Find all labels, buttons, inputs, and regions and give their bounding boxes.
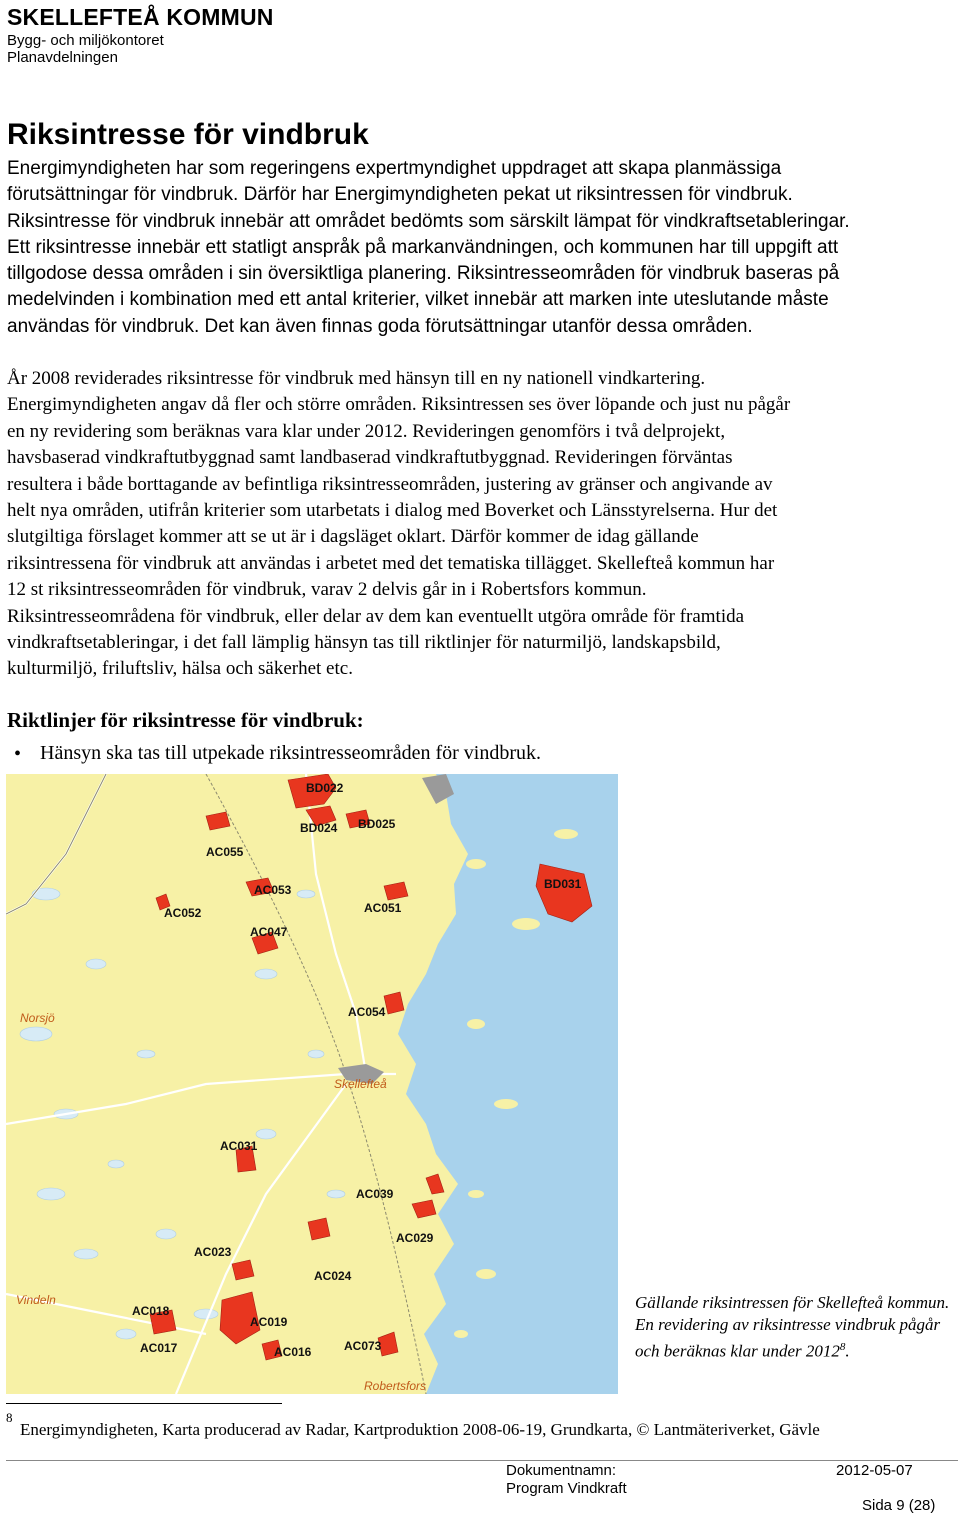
town-label: Robertsfors [364,1379,427,1393]
document-name-label: Dokumentnamn: [506,1462,617,1479]
intro-line: Riksintresse för vindbruk innebär att området bedömts som särskilt lämpat för vindkraftsetableringar. [7,210,850,232]
intro-line: tillgodose dessa områden i sin översiktliga planering. Riksintresseområden för vindbruk baseras på [7,263,840,285]
guideline-item: Hänsyn ska tas till utpekade riksintresseområden för vindbruk. [40,742,541,764]
area-label: AC047 [250,925,288,939]
area-label: AC073 [344,1339,382,1353]
footnote-number: 8 [6,1410,13,1425]
department-name: Bygg- och miljökontoret [7,32,164,49]
revision-line: resultera i både borttagande av befintliga riksintresseområden, justering av gränser och angivande av [7,473,773,495]
area-label: AC055 [206,845,244,859]
intro-line: Energimyndigheten har som regeringens expertmyndighet uppdraget att skapa planmässiga [7,158,782,179]
section-title: Riksintresse för vindbruk [7,118,369,151]
guidelines-heading: Riktlinjer för riksintresse för vindbruk: [7,708,364,732]
revision-line: riksintressena för vindbruk att användas i arbetet med det tematiska tillägget. Skellefteå kommun har [7,552,775,574]
caption-text: Gällande riksintressen för Skellefteå kommun. En revidering av riksintresse vindbruk pågår och beräknas klar under 2012 [635,1293,950,1361]
footnote-text: Energimyndigheten, Karta producerad av Radar, Kartproduktion 2008-06-19, Grundkarta, © Lantmäteriverket, Gävle [20,1420,820,1439]
footer-divider [6,1460,958,1461]
unit-name: Planavdelningen [7,49,118,66]
caption-end: . [845,1341,850,1361]
area-label: BD025 [358,817,396,831]
area-label: BD024 [300,821,338,835]
area-label: AC051 [364,901,402,915]
town-label: Vindeln [16,1293,56,1307]
intro-paragraph [7,156,957,340]
caption-footnote-ref[interactable]: 8 [839,1341,846,1353]
area-label: AC016 [274,1345,312,1359]
revision-line: kulturmiljö, friluftsliv, hälsa och säkerhet etc. [7,658,353,680]
organization-name: SKELLEFTEÅ KOMMUN [7,4,274,30]
wind-interest-map [6,774,618,1394]
area-label: AC039 [356,1187,394,1201]
area-label: AC031 [220,1139,258,1153]
revision-line: 12 st riksintresseområden för vindbruk, varav 2 delvis går in i Robertsfors kommun. [7,579,647,601]
area-label: AC029 [396,1231,434,1245]
document-date: 2012-05-07 [836,1462,913,1479]
revision-line: År 2008 reviderades riksintresse för vindbruk med hänsyn till en ny nationell vindkartering. [7,368,706,389]
area-label: AC017 [140,1341,178,1355]
area-label: AC054 [348,1005,386,1019]
revision-line: en ny revidering som beräknas vara klar under 2012. Revideringen genomförs i två delprojekt, [7,420,726,442]
revision-line: Riksintresseområdena för vindbruk, eller delar av dem kan eventuellt utgöra område för framtida [7,605,745,627]
town-label: Skellefteå [334,1077,387,1091]
map-caption [635,1292,953,1363]
bullet-icon: • [14,743,22,765]
area-label: AC024 [314,1269,352,1283]
area-label: AC052 [164,906,202,920]
area-label: AC053 [254,883,292,897]
revision-line: vindkraftsetableringar, i det fall lämplig hänsyn tas till riktlinjer för naturmiljö, landskapsbild, [7,632,721,654]
footnote-divider [6,1403,282,1404]
town-label: Norsjö [20,1011,55,1025]
intro-line: medelvinden i kombination med ett antal kriterier, vilket innebär att marken inte uteslutande måste [7,289,829,311]
area-label: BD031 [544,877,582,891]
area-label: BD022 [306,781,344,795]
revision-paragraph [7,366,959,683]
document-name: Program Vindkraft [506,1480,627,1497]
revision-line: helt nya områden, utifrån kriterier som utarbetats i dialog med Boverket och Länsstyrelserna. Hur det [7,500,778,522]
area-label: AC019 [250,1315,288,1329]
revision-line: Energimyndigheten angav då fler och större områden. Riksintressen ses över löpande och just nu pågår [7,394,791,416]
page-number: Sida 9 (28) [862,1497,936,1514]
intro-line: förutsättningar för vindbruk. Därför har Energimyndigheten pekat ut riksintressen för vindbruk. [7,184,793,206]
area-label: AC018 [132,1304,170,1318]
revision-line: slutgiltiga förslaget kommer att se ut är i dagsläget oklart. Därför kommer de idag gällande [7,526,699,548]
intro-line: Ett riksintresse innebär ett statligt anspråk på markanvändningen, och kommunen har till uppgift att [7,236,839,258]
revision-line: havsbaserad vindkraftutbyggnad samt landbaserad vindkraftutbyggnad. Revideringen förväntas [7,447,733,469]
area-label: AC023 [194,1245,232,1259]
intro-line: användas för vindbruk. Det kan även finnas goda förutsättningar utanför dessa områden. [7,315,753,337]
